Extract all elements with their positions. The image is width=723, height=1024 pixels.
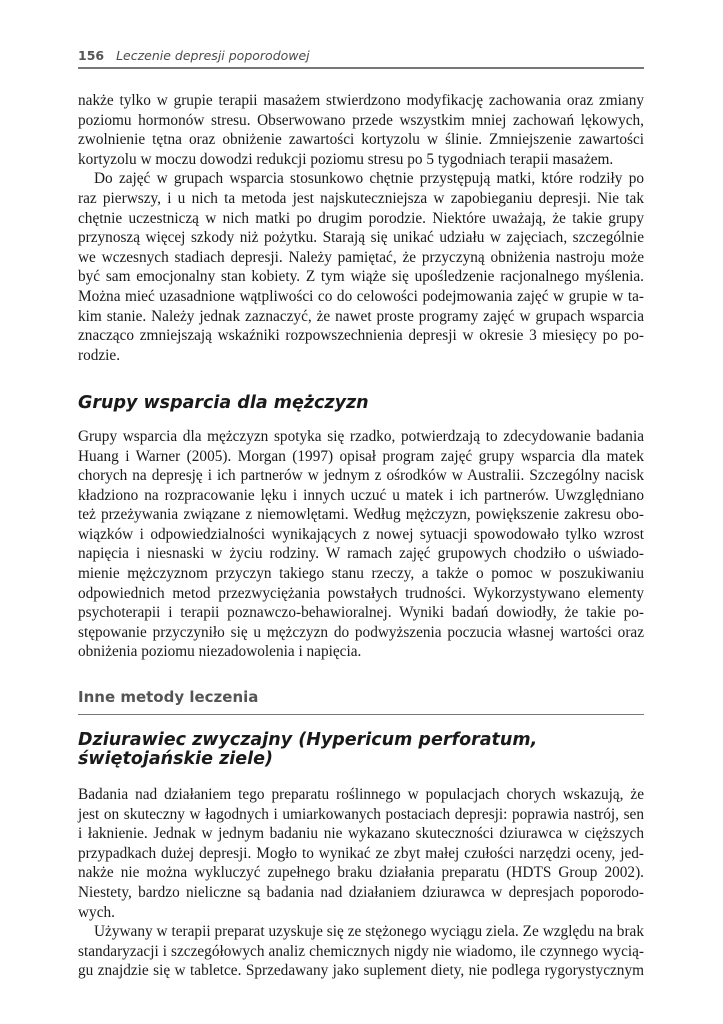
text-line: chorych na depresję i ich partnerów w jednym z ośrodków w Australii. Szczególny nacisk — [78, 467, 644, 485]
text-line: jest on skuteczny w łagodnych i umiarkowanych postaciach depresji: poprawia nastrój, sen — [78, 805, 644, 823]
text-line: nakże tylko w grupie terapii masażem stwierdzono modyfikację zachowania oraz zmiany — [78, 92, 644, 109]
text-line: napięcia i niesnaski w życiu rodziny. W ramach zajęć grupowych chodziło o uświado- — [78, 545, 644, 563]
paragraph-5 — [78, 922, 644, 981]
text-line: kim stanie. Należy jednak zaznaczyć, że nawet proste programy zajęć w grupach wsparcia — [78, 307, 644, 325]
section-heading-other-methods: Inne metody leczenia — [78, 688, 259, 707]
text-line: gu znajdzie się w tabletce. Sprzedawany jako suplement diety, nie podlega rygorystycznym — [78, 962, 644, 980]
heading-st-johns-wort: Dziurawiec zwyczajny (Hypericum perforatum, świętojańskie ziele) — [78, 729, 538, 770]
text-line: rodzie. — [78, 346, 121, 364]
text-line: we wczesnych stadiach depresji. Należy pamiętać, że przyczyną obniżenia nastroju może — [78, 248, 644, 266]
text-line: Używany w terapii preparat uzyskuje się ze stężonego wyciągu ziela. Ze względu na brak — [94, 923, 644, 941]
text-line: Niestety, bardzo nieliczne są badania nad działaniem dziurawca w depresjach poporodo- — [78, 883, 644, 901]
text-line: kładziono na rozpracowanie lęku i innych uczuć u matek i ich partnerów. Uwzględniano — [78, 486, 644, 504]
text-line: obniżenia poziomu niezadowolenia i napięcia. — [78, 643, 362, 661]
text-line: odpowiednich metod przezwyciężania powstałych trudności. Wykorzystywano elementy — [78, 584, 644, 602]
text-line: mienie mężczyznom przyczyn takiego stanu rzeczy, a także o pomoc w poszukiwaniu — [78, 565, 644, 583]
text-line: raz pierwszy, i u nich ta metoda jest najskuteczniejsza w zapobieganiu depresji. Nie tak — [78, 189, 644, 207]
text-line: przypadkach dużej depresji. Mogło to wynikać ze zbyt małej czułości narzędzi oceny, jed- — [78, 844, 644, 862]
text-line: Huang i Warner (2005). Morgan (1997) opisał program zajęć grupy wsparcia dla matek — [78, 447, 644, 465]
text-line: być sam emocjonalny stan kobiety. Z tym wiąże się upośledzenie racjonalnego myślenia. — [78, 268, 644, 286]
text-line: Do zajęć w grupach wsparcia stosunkowo chętnie przystępują matki, które rodziły po — [94, 170, 644, 188]
text-line: chętnie uczestniczą w nich matki po drugim porodzie. Niektóre uważają, że takie grupy — [78, 209, 644, 227]
text-line: zwolnienie tętna oraz obniżenie zawartości kortyzolu w ślinie. Zmniejszenie zawartości — [78, 131, 644, 149]
text-line: też przeżywania związane z niemowlętami. Według mężczyzn, powiększenie zakresu obo- — [78, 506, 644, 524]
text-line: wiązków i odpowiedzialności wynikających z nowej sytuacji spowodowało tylko wzrost — [78, 525, 644, 543]
text-line: standaryzacji i szczegółowych analiz chemicznych nigdy nie wiadomo, ile czynnego wycią- — [78, 942, 644, 960]
paragraph-3 — [78, 427, 644, 662]
section-rule — [78, 714, 644, 715]
paragraph-4 — [78, 785, 644, 922]
heading-men-support-groups: Grupy wsparcia dla mężczyzn — [78, 393, 369, 414]
text-line: i łaknienie. Jednak w jednym badaniu nie wykazano skuteczności dziurawca w cięższych — [78, 825, 644, 843]
running-head — [78, 48, 644, 63]
running-title: Leczenie depresji poporodowej — [116, 48, 310, 63]
text-line: poziomu hormonów stresu. Obserwowano przede wszystkim mniej zachowań lękowych, — [78, 111, 644, 129]
text-line: Można mieć uzasadnione wątpliwości co do celowości podejmowania zajęć w grupie w ta- — [78, 287, 644, 305]
header-rule — [78, 67, 644, 69]
text-line: znacząco zmniejszają wskaźniki rozpowszechnienia depresji w okresie 3 miesięcy po po- — [78, 327, 644, 345]
paragraph-1 — [78, 91, 644, 169]
text-line: przynoszą więcej szkody niż pożytku. Starają się unikać udziału w zajęciach, szczególnie — [78, 229, 644, 247]
text-line: Badania nad działaniem tego preparatu roślinnego w populacjach chorych wskazują, że — [78, 786, 644, 803]
text-line: Grupy wsparcia dla mężczyzn spotyka się rzadko, potwierdzają to zdecydowanie badania — [78, 427, 644, 445]
text-line: kortyzolu w moczu dowodzi redukcji poziomu stresu po 5 tygodniach terapii masażem. — [78, 150, 614, 168]
text-line: psychoterapii i terapii poznawczo-behawioralnej. Wyniki badań dowiodły, że takie po- — [78, 604, 644, 622]
body-text — [78, 91, 644, 981]
text-line: stępowanie przyczyniło się u mężczyzn do podwyższenia poczucia własnej wartości oraz — [78, 623, 644, 641]
page-number: 156 — [78, 48, 105, 63]
text-line: wych. — [78, 903, 115, 921]
paragraph-2 — [78, 169, 644, 365]
text-line: nakże nie można wykluczyć zupełnego braku działania preparatu (HDTS Group 2002). — [78, 864, 644, 882]
